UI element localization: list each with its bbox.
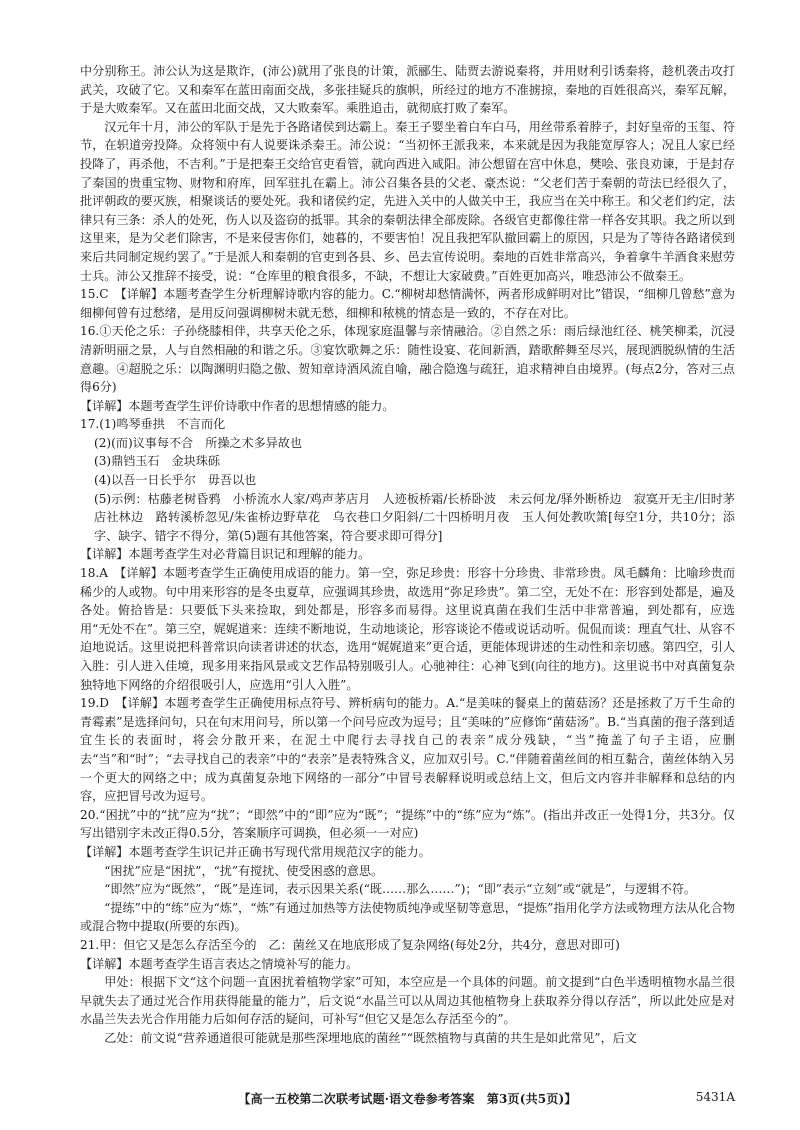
answer-paragraph: “即然”应为“既然”，“既”是连词，表示因果关系(“既……那么……”)；“即”表示“立刻”或“就是”，与逻辑不符。 [104, 882, 697, 897]
answer-paragraph: 甲处：根据下文“这个问题一直困扰着植物学家”可知，本空应是一个具体的问题。前文提到“白色半透明植物水晶兰很早就失去了通过光合作用获得能量的能力”，后文说“水晶兰可以从周边其他植物身上获取养分得以存活”，所以此处应是对水晶兰失去光合作用能力后如何存活的疑问，可补写“但它又是怎么存活至今的”。 [80, 975, 735, 1027]
footer-code: 5431A [695, 1090, 735, 1104]
answer-paragraph: 【详解】本题考查学生对必背篇目识记和理解的能力。 [80, 547, 371, 562]
answer-paragraph: “提练”中的“练”应为“炼”，“炼”有通过加热等方法使物质纯净或坚韧等意思，“提炼”指用化学方法或物理方法从化合物或混合物中提取(所要的东西)。 [80, 900, 735, 934]
answer-paragraph: 乙处：前文说“营养通道很可能就是那些深埋地底的菌丝”“既然植物与真菌的共生是如此常见”，后文 [104, 1030, 637, 1045]
answer-paragraph: 21.甲：但它又是怎么存活至今的 乙：菌丝又在地底形成了复杂网络(每处2分，共4分，意思对即可) [80, 937, 620, 952]
answer-paragraph: 中分别称王。沛公认为这是欺诈，(沛公)就用了张良的计策，派郦生、陆贾去游说秦将，并用财利引诱秦将，趁机袭击攻打武关，攻破了它。又和秦军在蓝田南面交战，多张挂疑兵的旗帜，所经过的地方不准掳掠，秦地的百姓很高兴，秦军瓦解，于是大败秦军。又在蓝田北面交战，又大败秦军。乘胜追击，就彻底打败了秦军。 [80, 64, 735, 116]
answer-paragraph: (5)示例：枯藤老树昏鸦 小桥流水人家/鸡声茅店月 人迹板桥霜/长桥卧波 未云何龙/驿外断桥边 寂寞开无主/旧时茅店社林边 路转溪桥忽见/朱雀桥边野草花 乌衣巷口夕阳斜/二十四桥明月夜 玉人何处教吹箫[每空1分，共10分；添字、缺字、错字不得分，第(5)题有其他答案，符合要求即可得分] [94, 491, 735, 543]
answer-paragraph: 汉元年十月，沛公的军队于是先于各路诸侯到达霸上。秦王子婴坐着白车白马，用丝带系着脖子，封好皇帝的玉玺、符节，在轵道旁投降。众将领中有人说要诛杀秦王。沛公说：“当初怀王派我来，本来就是因为我能宽厚容人；况且人家已经投降了，再杀他，不吉利。”于是把秦王交给官吏看管，就向西进入咸阳。沛公想留在宫中休息，樊哙、张良劝谏，于是封存了秦国的贵重宝物、财物和府库，回军驻扎在霸上。沛公召集各县的父老、豪杰说：“父老们苦于秦朝的苛法已经很久了，批评朝政的要灭族，相聚谈话的要处死。我和诸侯约定，先进入关中的人做关中王，我应当在关中称王。和父老们约定，法律只有三条：杀人的处死，伤人以及盗窃的抵罪。其余的秦朝法律全部废除。各级官吏都像往常一样各安其职。我之所以到这里来，是为父老们除害，不是来侵害你们，她暮的，不要害怕！况且我把军队撤回霸上的原因，只是为了等待各路诸侯到来后共同制定规约罢了。”于是派人和秦朝的官吏到各县、乡、邑去宣传说明。秦地的百姓非常高兴，争着拿牛羊酒食来慰劳士兵。沛公又推辞不接受，说：“仓库里的粮食很多，不缺，不想让大家破费。”百姓更加高兴，唯恐沛公不做秦王。 [80, 119, 735, 283]
answer-paragraph: “困扰”应是“困扰”，“扰”有搅扰、使受困惑的意思。 [104, 863, 384, 878]
answer-paragraph: 【详解】本题考查学生识记并正确书写现代常用规范汉字的能力。 [80, 844, 431, 859]
answer-paragraph: 16.①天伦之乐：子孙绕膝相伴，共享天伦之乐，体现家庭温馨与亲情融洽。②自然之乐：雨后绿池红径、桃笑柳柔，沉浸清新明丽之景，人与自然相融的和谐之乐。③宴饮歌舞之乐：随性设宴、花间新酒，踏歌醉舞至尽兴，展现洒脱纵情的生活意趣。④超脱之乐：以陶渊明归隐之傲、贺知章诗酒风流自喻，融合隐逸与疏狂，追求精神自由境界。(每点2分，答对三点得6分) [80, 324, 735, 395]
answer-paragraph: 20.“困扰”中的“扰”应为“扰”；“即然”中的“即”应为“既”；“提练”中的“练”应为“炼”。(指出并改正一处得1分，共3分。仅写出错别字未改正得0.5分，答案顺序可调换，但必须一一对应) [80, 807, 735, 841]
footer-title: 【高一五校第二次联考试题·语文卷参考答案 第3页(共5页)】 [238, 1092, 577, 1106]
answer-paragraph: (2)(而)议事每不合 所操之术多异故也 [94, 435, 302, 450]
answer-paragraph: 19.D 【详解】本题考查学生正确使用标点符号、辨析病句的能力。A.“是美味的餐桌上的菌菇汤？还是拯救了万千生命的青霉素”是选择问句，只在句末用问号，所以第一个问号应改为逗号；且“美味的”应修饰“菌菇汤”。B.“当真菌的孢子落到适宜生长的表面时，将会分散开来，在泥土中爬行去寻找自己的表亲”成分残缺，“当”掩盖了句子主语，应删去“当”和“时”；“去寻找自己的表亲”中的“表亲”是表特殊含义，应加双引号。C.“伴随着菌丝间的相互黏合，菌丝体纳入另一个更大的网络之中；成为真菌复杂地下网络的一部分”中冒号表解释说明或总结上文，但后文内容并非解释和总结的内容，应把冒号改为逗号。 [80, 696, 735, 804]
answer-paragraph: 【详解】本题考查学生语言表达之情境补写的能力。 [80, 956, 359, 971]
answer-paragraph: 【详解】本题考查学生评价诗歌中作者的思想情感的能力。 [80, 398, 395, 413]
answer-paragraph: (3)鼎铛玉石 金块珠砾 [94, 454, 220, 469]
answer-paragraph: 18.A 【详解】本题考查学生正确使用成语的能力。第一空，弥足珍贵：形容十分珍贵、非常珍贵。凤毛麟角：比喻珍贵而稀少的人或物。句中用来形容的是冬虫夏草，应强调其珍贵，故选用“弥足珍贵”。第二空，无处不在：形容到处都是，遍及各处。俯拾皆是：只要低下头来捡取，到处都是，形容多而易得。这里说真菌在我们生活中非常普遍，到处都有，应选用“无处不在”。第三空，娓娓道来：连续不断地说，生动地谈论，形容谈论不倦或说话动听。侃侃而谈：理直气壮、从容不迫地说话。这里说把科普常识向读者讲述的状态，选用“娓娓道来”更合适，更能体现讲述的生动性和亲切感。第四空，引人入胜：引人进入佳境，现多用来指风景或文艺作品特别吸引人。心驰神往：心神飞到(向往的地方)。这里说书中对真菌复杂独特地下网络的介绍很吸引人，应选用“引人入胜”。 [80, 566, 735, 692]
answer-paragraph: (4)以吾一日长乎尔 毋吾以也 [94, 473, 257, 488]
answer-paragraph: 17.(1)鸣琴垂拱 不言而化 [80, 417, 226, 432]
answer-key-page [80, 62, 735, 1047]
answer-paragraph: 15.C 【详解】本题考查学生分析理解诗歌内容的能力。C.“柳树却愁情满怀，两者形成鲜明对比”错误，“细柳几曾愁”意为细柳何曾有过愁绪，是用反问强调柳树未就无愁，细柳和秾桃的情态是一致的，不存在对比。 [80, 287, 735, 320]
